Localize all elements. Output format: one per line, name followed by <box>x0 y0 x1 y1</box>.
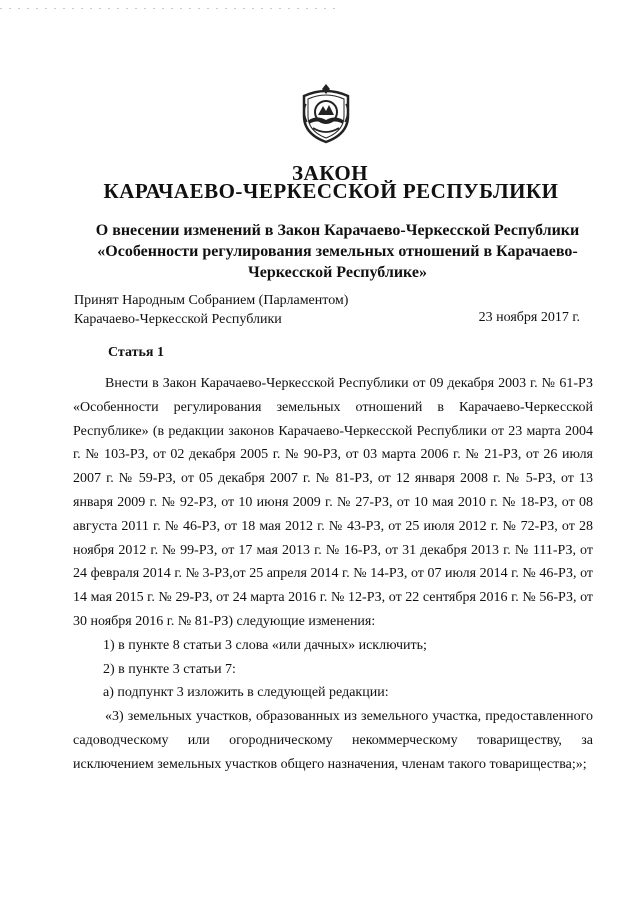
article-list-item: 2) в пункте 3 статьи 7: <box>103 661 236 677</box>
adoption-info <box>74 291 348 329</box>
article-paragraph: Внести в Закон Карачаево-Черкесской Республики от 09 декабря 2003 г. № 61-РЗ «Особенности регулирования земельных отношений в Карачаево-Черкесской Республике» (в редакции законов Карачаево-Черкесской Республики от 23 марта 2004 г. № 103-РЗ, от 02 декабря 2005 г. № 90-РЗ, от 03 марта 2006 г. № 21-РЗ, от 26 июля 2007 г. № 59-РЗ, от 05 декабря 2007 г. № 81-РЗ, от 12 января 2008 г. № 5-РЗ, от 13 января 2009 г. № 92-РЗ, от 10 июня 2009 г. № 27-РЗ, от 10 мая 2010 г. № 18-РЗ, от 08 августа 2011 г. № 46-РЗ, от 18 мая 2012 г. № 43-РЗ, от 25 июля 2012 г. № 72-РЗ, от 28 ноября 2012 г. № 99-РЗ, от 17 мая 2013 г. № 16-РЗ, от 31 декабря 2013 г. № 111-РЗ, от 24 февраля 2014 г. № 3-РЗ,от 25 апреля 2014 г. № 14-РЗ, от 07 июля 2014 г. № 46-РЗ, от 14 мая 2015 г. № 29-РЗ, от 24 марта 2016 г. № 12-РЗ, от 22 сентября 2016 г. № 56-РЗ, от 30 ноября 2016 г. № 81-РЗ) следующие изменения: <box>73 376 593 629</box>
republic-title: КАРАЧАЕВО-ЧЕРКЕССКОЙ РЕСПУБЛИКИ <box>103 179 559 203</box>
article-heading: Статья 1 <box>108 345 164 360</box>
coat-of-arms-emblem-icon <box>299 82 353 144</box>
article-list-item: а) подпункт 3 изложить в следующей редакции: <box>103 685 389 701</box>
law-title: ЗАКОН <box>291 161 369 185</box>
adoption-line-2: Карачаево-Черкесской Республики <box>74 312 282 327</box>
article-list-item: 1) в пункте 8 статьи 3 слова «или дачных» исключить; <box>103 637 427 653</box>
scan-artifact-line <box>0 8 340 9</box>
law-subtitle: О внесении изменений в Закон Карачаево-Черкесской Республики «Особенности регулирования земельных отношений в Карачаево-Черкесской Республике» <box>95 222 580 281</box>
adoption-date: 23 ноября 2017 г. <box>478 310 580 325</box>
adoption-line-1: Принят Народным Собранием (Парламентом) <box>74 293 349 308</box>
article-paragraph: «3) земельных участков, образованных из земельного участка, предоставленного садоводческому или огородническому некоммерческому товариществу, за исключением земельных участков общего назначения, членам такого товарищества;»; <box>73 709 593 772</box>
article-body <box>73 372 593 777</box>
